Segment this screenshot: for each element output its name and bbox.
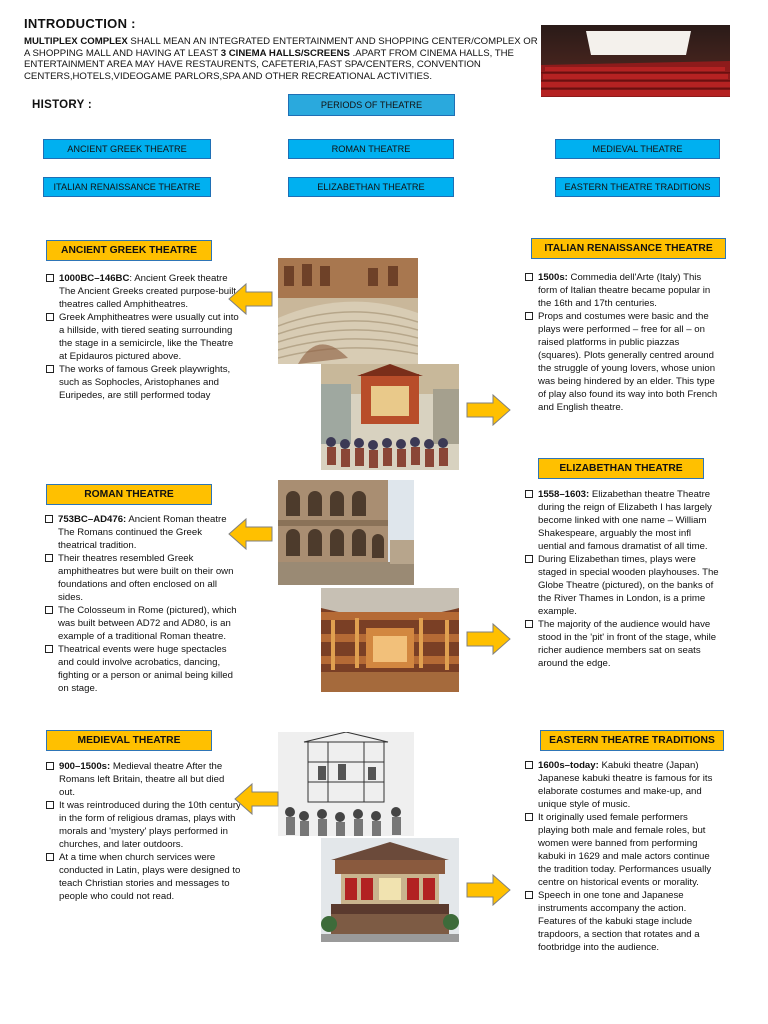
intro-text [24,36,539,82]
roman-text [44,513,240,695]
medieval-bullet-2: It was reintroduced during the 10th century in the form of religious dramas, plays with morals and 'mystery' plays performed in churches, and later outdoors. [45,799,241,851]
elizabethan-bullet-2: During Elizabethan times, plays were staged in special wooden playhouses. The Globe Theatre (pictured), on the banks of the River Thames in London, is a prime example. [524,553,720,618]
roman-title: ROMAN THEATRE [46,484,212,505]
greek-arrow-left-icon [228,282,273,316]
intro-heading: INTRODUCTION : [24,16,136,31]
intro-bold-lead: MULTIPLEX COMPLEX [24,36,128,47]
roman-bullet-2: Their theatres resembled Greek amphitheatres but were built on their own foundations and often enclosed on all sides. [44,552,240,604]
intro-bold-screens: 3 CINEMA HALLS/SCREENS [220,47,350,59]
greek-bullet-1: 1000BC–146BC: Ancient Greek theatre The Ancient Greeks created purpose-built theatres called Amphitheatres. [45,272,240,311]
medieval-engraving-image [278,732,414,836]
elizabethan-bullet-1: 1558–1603: Elizabethan theatre Theatre during the reign of Elizabeth I has largely become linked with one name – William Shakespeare, arguably the most infl uential and famous dramatist of all time. [524,488,720,553]
medieval-text [45,760,241,903]
colosseum-image [278,480,414,585]
elizabethan-text [524,488,720,670]
medieval-bullet-3: At a time when church services were conducted in Latin, plays were designed to teach Christian stories and messages to people who could not read. [45,851,241,903]
eastern-text [524,759,720,954]
greek-text [45,272,240,402]
commedia-dellarte-image [321,364,459,470]
eastern-bullet-1: 1600s–today: Kabuki theatre (Japan) Japanese kabuki theatre is famous for its elaborate costumes and make-up, and unique style of music. [524,759,720,811]
intro-text-part2: .APART FROM CINEMA HALLS, THE ENTERTAINMENT AREA MAY HAVE RESTAURENTS, CAFETERIA,FAST SPA/CENTERS, CONVENTION CENTERS,HOTELS,VIDEOGAME PARLORS,SPA AND OTHER RECREATIONAL ACTIVITIES. [24,47,514,82]
intro-text-part1: SHALL MEAN AN INTEGRATED ENTERTAINMENT AND SHOPPING CENTER/COMPLEX OR A SHOPPING MALL AND HAVING AT LEAST [24,36,538,59]
medieval-bullet-1: 900–1500s: Medieval theatre After the Romans left Britain, theatre all but died out. [45,760,241,799]
eastern-bullet-3: Speech in one tone and Japanese instruments accompany the action. Features of the kabuki stage include trapdoors, a section that rotates and a footbridge into the audience. [524,889,720,954]
elizabethan-arrow-right-icon [466,622,511,656]
period-box-elizabethan: ELIZABETHAN THEATRE [288,177,454,197]
history-heading: HISTORY : [32,99,92,111]
roman-arrow-left-icon [228,517,273,551]
italian-arrow-right-icon [466,393,511,427]
italian-bullet-2: Props and costumes were basic and the plays were performed – free for all – on raised platforms in public piazzas (squares). Plots generally centred around the struggle of young lovers, whose union was being hindered by an elder. This type of play also found its way into both French and English theatre. [524,310,720,414]
eastern-arrow-right-icon [466,873,511,907]
eastern-bullet-2: It originally used female performers playing both male and female roles, but women were banned from performing kabuki in 1629 and male actors continue the tradition today. Performances usually centre on historical events or morality. [524,811,720,889]
italian-title: ITALIAN RENAISSANCE THEATRE [531,238,726,259]
elizabethan-bullet-3: The majority of the audience would have stood in the 'pit' in front of the stage, while richer audience members sat on seats around the edge. [524,618,720,670]
greek-bullet-2: Greek Amphitheatres were usually cut into a hillside, with tiered seating surrounding the stage in a semicircle, like the Theatre at Epidauros pictured above. [45,311,240,363]
eastern-title: EASTERN THEATRE TRADITIONS [540,730,724,751]
elizabethan-title: ELIZABETHAN THEATRE [538,458,704,479]
medieval-title: MEDIEVAL THEATRE [46,730,212,751]
roman-bullet-1: 753BC–AD476: Ancient Roman theatre The Romans continued the Greek theatrical tradition. [44,513,240,552]
roman-bullet-4: Theatrical events were huge spectacles and could involve acrobatics, dancing, fighting or a person or animal being killed on stage. [44,643,240,695]
period-box-italian: ITALIAN RENAISSANCE THEATRE [43,177,211,197]
period-box-roman: ROMAN THEATRE [288,139,454,159]
roman-bullet-3: The Colosseum in Rome (pictured), which was built between AD72 and AD80, is an example of a traditional Roman theatre. [44,604,240,643]
greek-bullet-3: The works of famous Greek playwrights, such as Sophocles, Aristophanes and Euripedes, are still performed today [45,363,240,402]
medieval-arrow-left-icon [234,782,279,816]
greek-title: ANCIENT GREEK THEATRE [46,240,212,261]
greek-amphitheatre-image [278,258,418,364]
globe-theatre-image [321,588,459,692]
period-box-greek: ANCIENT GREEK THEATRE [43,139,211,159]
kabuki-theatre-image [321,838,459,942]
period-box-medieval: MEDIEVAL THEATRE [555,139,720,159]
italian-text [524,271,720,414]
cinema-hall-image [541,25,730,97]
periods-of-theatre-label: PERIODS OF THEATRE [288,94,455,116]
italian-bullet-1: 1500s: Commedia dell'Arte (Italy) This form of Italian theatre became popular in the 16th and 17th centuries. [524,271,720,310]
period-box-eastern: EASTERN THEATRE TRADITIONS [555,177,720,197]
